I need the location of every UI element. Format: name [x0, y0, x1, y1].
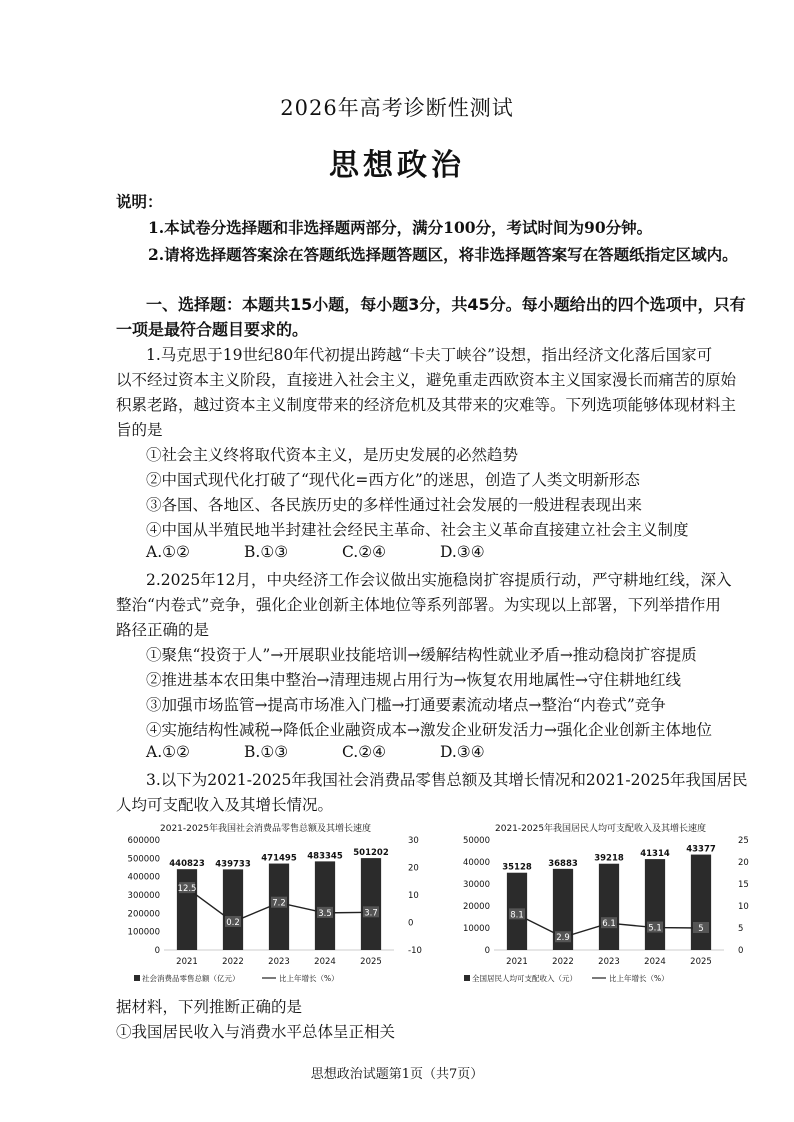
- section-header-line1: 一、选择题：本题共15小题，每小题3分，共45分。每小题给出的四个选项中，只有: [146, 295, 746, 314]
- chart2-bar-label: 39218: [594, 853, 624, 864]
- chart2-growth-label: 5.1: [648, 923, 662, 934]
- q2-option-1: ①聚焦“投资于人”→开展职业技能培训→缓解结构性就业矛盾→推动稳岗扩容提质: [146, 646, 697, 664]
- chart1-legend-bar: 社会消费品零售总额（亿元）: [142, 974, 240, 983]
- q1-stem-line2: 以不经过资本主义阶段，直接进入社会主义，避免重走西欧资本主义国家漫长而痛苦的原始: [116, 371, 737, 389]
- q3-stem-line1: 3.以下为2021-2025年我国社会消费品零售总额及其增长情况和2021-2025年我国居民: [146, 771, 748, 789]
- chart1-bar-label: 440823: [169, 859, 205, 870]
- chart1-growth-label: 3.7: [364, 908, 378, 919]
- chart2-legend-line: 比上年增长（%）: [609, 974, 669, 983]
- note-item-1: 1.本试卷分选择题和非选择题两部分，满分100分，考试时间为90分钟。: [148, 218, 653, 237]
- q2-choice-b: B.①③: [244, 743, 289, 761]
- chart2-bar-label: 41314: [640, 849, 670, 860]
- q2-stem-line1: 2.2025年12月，中央经济工作会议做出实施稳岗扩容提质行动，严守耕地红线，深入: [146, 571, 732, 589]
- chart1-x-tick: 2021: [176, 957, 198, 967]
- q1-choice-c: C.②④: [342, 543, 387, 561]
- chart1-y-left-tick: 400000: [127, 872, 160, 883]
- chart1-bar-label: 471495: [261, 853, 297, 864]
- exam-title: 2026年高考诊断性测试: [280, 96, 514, 120]
- chart2-x-tick: 2022: [552, 957, 574, 967]
- chart2-x-tick: 2023: [598, 957, 620, 967]
- chart2-bar: [691, 855, 711, 950]
- chart1-growth-label: 0.2: [226, 917, 240, 928]
- q1-choice-d: D.③④: [440, 543, 485, 561]
- q1-option-3: ③各国、各地区、各民族历史的多样性通过社会发展的一般进程表现出来: [146, 496, 643, 514]
- q1-choices: [146, 543, 538, 561]
- chart2-y-right-tick: 0: [738, 946, 744, 956]
- chart1-y-left-tick: 200000: [127, 909, 160, 920]
- q2-stem-line2: 整治“内卷式”竞争，强化企业创新主体地位等系列部署。为实现以上部署，下列举措作用: [116, 596, 721, 614]
- q1-stem-line1: 1.马克思于19世纪80年代初提出跨越“卡夫丁峡谷”设想，指出经济文化落后国家可: [146, 346, 713, 364]
- q1-stem-line3: 积累老路，越过资本主义制度带来的经济危机及其带来的灾难等。下列选项能够体现材料主: [116, 396, 737, 414]
- q3-after-text: 据材料，下列推断正确的是: [116, 998, 303, 1016]
- chart2-growth-label: 6.1: [602, 919, 616, 930]
- chart2-bar-label: 36883: [548, 858, 578, 869]
- chart1-bar-label: 501202: [353, 848, 389, 859]
- chart2-bar: [645, 859, 665, 950]
- q3-option-1: ①我国居民收入与消费水平总体呈正相关: [116, 1023, 396, 1041]
- chart2-y-left-tick: 20000: [462, 902, 490, 912]
- q1-choice-a: A.①②: [146, 543, 190, 561]
- section-header-line2: 一项是最符合题目要求的。: [116, 320, 309, 339]
- chart2-bar-label: 35128: [502, 862, 532, 873]
- chart1-bar: [361, 858, 381, 950]
- chart1-legend-bar-swatch: [134, 975, 140, 981]
- chart1-y-left-tick: 500000: [127, 854, 160, 865]
- q3-stem-line2: 人均可支配收入及其增长情况。: [116, 796, 334, 814]
- chart1-bar: [315, 861, 335, 950]
- chart2-y-left-tick: 10000: [462, 924, 490, 934]
- q1-option-1: ①社会主义终将取代资本主义，是历史发展的必然趋势: [146, 446, 519, 464]
- chart2-y-right-tick: 20: [738, 858, 749, 868]
- subject-title: 思想政治: [329, 148, 465, 183]
- chart1-y-right-tick: 30: [408, 836, 419, 846]
- chart1-growth-label: 7.2: [272, 898, 286, 909]
- chart2-y-left-tick: 50000: [462, 836, 490, 846]
- chart2-bar: [599, 864, 619, 950]
- chart1-y-right-tick: 0: [408, 918, 414, 929]
- chart2-x-tick: 2024: [644, 957, 666, 967]
- chart2-y-right-tick: 25: [738, 836, 749, 846]
- chart2-x-tick: 2025: [690, 957, 712, 967]
- q2-option-4: ④实施结构性减税→降低企业融资成本→激发企业研发活力→强化企业创新主体地位: [146, 721, 712, 739]
- chart1-y-right-tick: 20: [408, 863, 419, 874]
- chart1-growth-label: 12.5: [177, 884, 197, 895]
- chart2-y-left-tick: 30000: [462, 880, 490, 890]
- chart1-bar-label: 439733: [215, 859, 251, 870]
- page-footer: 思想政治试题第1页（共7页）: [310, 1067, 484, 1082]
- q2-choice-d: D.③④: [440, 743, 485, 761]
- chart1-bar: [177, 869, 197, 950]
- q1-stem-line4: 旨的是: [116, 421, 163, 439]
- q2-choice-a: A.①②: [146, 743, 190, 761]
- q2-option-3: ③加强市场监管→提高市场准入门槛→打通要素流动堵点→整治“内卷式”竞争: [146, 696, 666, 714]
- note-item-2: 2.请将选择题答案涂在答题纸选择题答题区，将非选择题答案写在答题纸指定区域内。: [148, 245, 738, 264]
- chart1-y-left-tick: 300000: [127, 891, 160, 901]
- chart2-growth-label: 2.9: [556, 933, 570, 944]
- chart2-legend-bar: 全国居民人均可支配收入（元）: [472, 974, 577, 983]
- chart2-y-left-tick: 0: [484, 946, 490, 956]
- chart2-title: 2021-2025年我国居民人均可支配收入及其增长速度: [495, 824, 707, 834]
- chart1-bar-label: 483345: [307, 851, 343, 862]
- q2-choices: [146, 743, 538, 761]
- chart2-income: [442, 832, 772, 992]
- q2-choice-c: C.②④: [342, 743, 387, 761]
- chart2-x-tick: 2021: [506, 957, 528, 967]
- chart1-legend-line: 比上年增长（%）: [279, 974, 339, 983]
- q1-option-2: ②中国式现代化打破了“现代化=西方化”的迷思，创造了人类文明新形态: [146, 471, 640, 489]
- q1-option-4: ④中国从半殖民地半封建社会经民主革命、社会主义革命直接建立社会主义制度: [146, 521, 689, 539]
- chart2-y-right-tick: 15: [738, 880, 749, 890]
- chart1-x-tick: 2022: [222, 957, 244, 967]
- chart1-x-tick: 2023: [268, 957, 290, 967]
- chart2-y-left-tick: 40000: [462, 858, 490, 868]
- q1-choice-b: B.①③: [244, 543, 289, 561]
- chart1-growth-label: 3.5: [318, 908, 332, 919]
- chart1-x-tick: 2024: [314, 957, 336, 967]
- q2-option-2: ②推进基本农田集中整治→清理违规占用行为→恢复农用地属性→守住耕地红线: [146, 671, 681, 689]
- chart2-y-right-tick: 5: [738, 924, 744, 934]
- chart1-title: 2021-2025年我国社会消费品零售总额及其增长速度: [160, 824, 372, 834]
- chart2-growth-label: 5: [698, 924, 704, 934]
- q2-stem-line3: 路径正确的是: [116, 621, 210, 639]
- chart1-retail-sales: [112, 832, 442, 992]
- chart1-bar: [223, 869, 243, 950]
- chart1-y-right-tick: -10: [408, 946, 422, 956]
- chart1-y-left-tick: 600000: [127, 836, 160, 846]
- chart1-y-left-tick: 0: [154, 946, 160, 956]
- chart2-growth-label: 8.1: [510, 910, 524, 921]
- chart2-y-right-tick: 10: [738, 902, 749, 912]
- chart1-y-left-tick: 100000: [127, 927, 160, 938]
- chart1-x-tick: 2025: [360, 957, 382, 967]
- notes-label: 说明：: [116, 192, 163, 211]
- chart2-legend-bar-swatch: [464, 975, 470, 981]
- chart2-bar-label: 43377: [686, 844, 716, 855]
- chart1-y-right-tick: 10: [408, 891, 419, 901]
